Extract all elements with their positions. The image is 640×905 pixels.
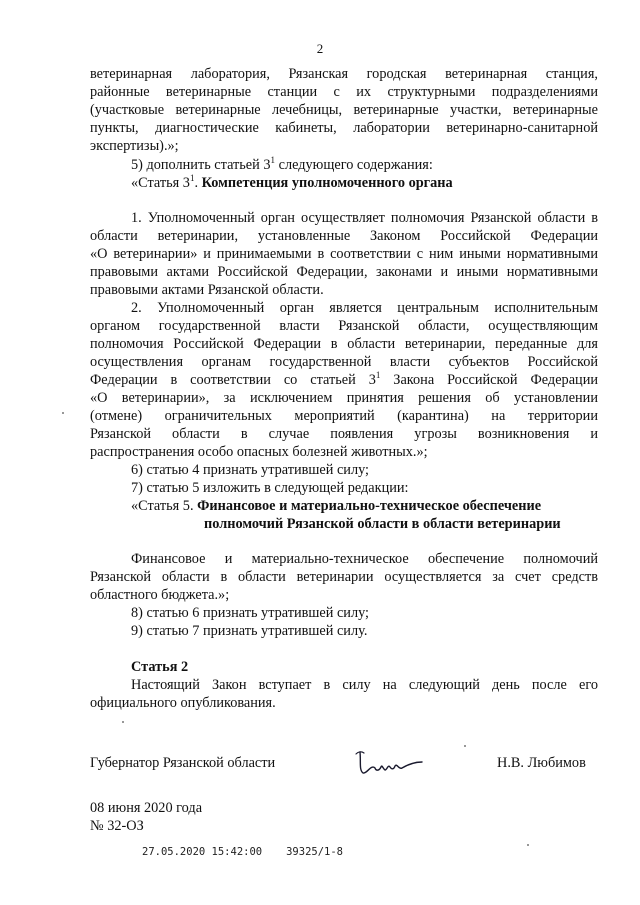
para-2-line: Федерации в соответствии со статьей $3^1$ Закона Российской Федерации — [90, 370, 598, 388]
para-1-line: правовыми актами Российской Федерации, законами и иными нормативными — [90, 264, 598, 280]
body-line: пункты, диагностические кабинеты, лаборатории ветеринарно-санитарной — [90, 120, 598, 136]
law-date: 08 июня 2020 года — [90, 800, 203, 816]
para-1-line: «О ветеринарии» и принимаемыми в соответствии с ним иными нормативными — [90, 246, 598, 262]
stamp-code: 39325/1-8 — [286, 846, 344, 858]
para-2-line: «О ветеринарии», за исключением принятия решения об установлении — [90, 390, 598, 406]
item-5: 5) дополнить статьей $3^1$ следующего содержания: — [131, 155, 433, 173]
law-number: № 32-ОЗ — [90, 818, 144, 834]
item-6: 6) статью 4 признать утратившей силу; — [131, 462, 370, 478]
para-2-line: осуществления органам государственной власти субъектов Российской — [90, 354, 598, 370]
body-line: районные ветеринарные станции с их структурными подразделениями — [90, 84, 598, 100]
page-number: 2 — [316, 41, 324, 56]
article-5-para-line: Рязанской области в области ветеринарии осуществляется за счет средств — [90, 569, 598, 585]
article-5-para-line: Финансовое и материально-техническое обеспечение полномочий — [131, 551, 598, 567]
para-2-line: полномочия Российской Федерации в области ветеринарии, переданные для — [90, 336, 598, 352]
article-2-heading: Статья 2 — [131, 659, 189, 675]
article-5-heading: «Статья 5. Финансовое и материально-техническое обеспечение — [131, 498, 542, 514]
item-8: 8) статью 6 признать утратившей силу; — [131, 605, 370, 621]
para-2-line: Рязанской области в случае появления угрозы возникновения и — [90, 426, 598, 442]
para-1-line: области ветеринарии, установленные Законом Российской Федерации — [90, 228, 598, 244]
article-5-para-line: областного бюджета.»; — [90, 587, 230, 603]
scan-speck — [527, 844, 529, 846]
stamp-datetime: 27.05.2020 15:42:00 — [142, 846, 263, 858]
handwritten-signature — [352, 740, 434, 782]
registration-stamp — [142, 846, 367, 858]
body-line: ветеринарная лаборатория, Рязанская городская ветеринарная станция, — [90, 66, 598, 82]
para-1-line: правовыми актами Рязанской области. — [90, 282, 324, 298]
signatory-position: Губернатор Рязанской области — [90, 755, 276, 771]
article-3-1-heading: «Статья $3^1$. Компетенция уполномоченного органа — [131, 173, 453, 191]
para-2-line: (отмене) ограничительных мероприятий (карантина) на территории — [90, 408, 598, 424]
para-2-line: органом государственной власти Рязанской области, осуществляющим — [90, 318, 598, 334]
signatory-name: Н.В. Любимов — [497, 755, 586, 771]
scan-speck — [464, 745, 466, 747]
scan-speck — [62, 412, 64, 414]
article-2-line: официального опубликования. — [90, 695, 276, 711]
article-5-heading-line-2: полномочий Рязанской области в области ветеринарии — [204, 516, 561, 532]
scan-speck — [122, 721, 124, 723]
para-1-line: 1. Уполномоченный орган осуществляет полномочия Рязанской области в — [131, 210, 598, 226]
body-line: (участковые ветеринарные лечебницы, ветеринарные участки, ветеринарные — [90, 102, 598, 118]
para-2-line: распространения особо опасных болезней животных.»; — [90, 444, 428, 460]
item-7: 7) статью 5 изложить в следующей редакции: — [131, 480, 409, 496]
article-2-line: Настоящий Закон вступает в силу на следующий день после его — [131, 677, 598, 693]
body-line: экспертизы).»; — [90, 138, 179, 154]
para-2-line: 2. Уполномоченный орган является центральным исполнительным — [131, 300, 598, 316]
item-9: 9) статью 7 признать утратившей силу. — [131, 623, 368, 639]
